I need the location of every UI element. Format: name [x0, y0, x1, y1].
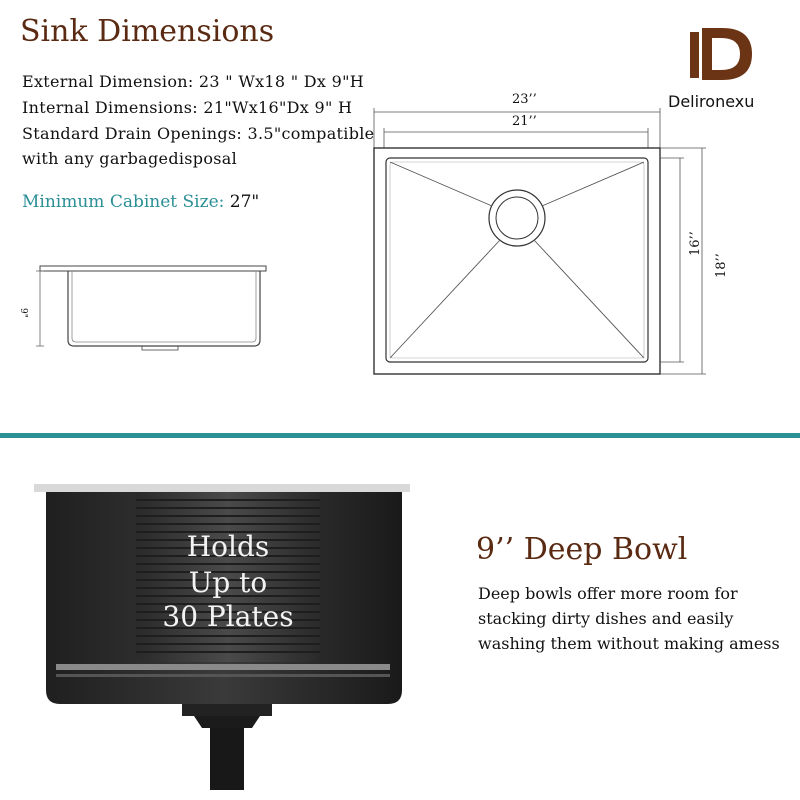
inner-width-label: 21’’ — [512, 114, 537, 129]
sink-bowl-illustration — [30, 478, 415, 800]
plates-line-1: Holds — [186, 530, 270, 563]
minimum-cabinet-size — [22, 192, 259, 212]
side-height-label: 9" — [18, 308, 28, 318]
spec-internal-dimension: Internal Dimensions: 21"Wx16"Dx 9" H — [22, 98, 353, 117]
cabinet-value: 27" — [229, 192, 260, 212]
section-divider — [0, 433, 800, 438]
spec-external-dimension: External Dimension: 23 " Wx18 " Dx 9"H — [22, 72, 365, 91]
bowl-description-line-3: washing them without making amess — [478, 634, 780, 653]
page-title: Sink Dimensions — [20, 14, 275, 49]
plates-line-2: Up to — [188, 566, 268, 599]
sink-side-view — [30, 262, 270, 358]
sink-top-view — [360, 92, 710, 382]
spec-drain-compat: with any garbagedisposal — [22, 149, 238, 168]
deep-bowl-title: 9’’ Deep Bowl — [476, 532, 688, 567]
outer-depth-label: 18’’ — [714, 253, 729, 278]
inner-depth-label: 16’’ — [688, 231, 703, 256]
bowl-description-line-2: stacking dirty dishes and easily — [478, 609, 734, 628]
cabinet-label: Minimum Cabinet Size: — [22, 192, 225, 212]
d-logo-icon — [688, 22, 758, 84]
plates-line-3: 30 Plates — [162, 600, 294, 633]
bowl-description-line-1: Deep bowls offer more room for — [478, 584, 738, 603]
spec-drain-opening: Standard Drain Openings: 3.5"compatible — [22, 124, 375, 143]
outer-width-label: 23’’ — [512, 92, 537, 107]
brand-name: Delironexu — [668, 92, 755, 111]
